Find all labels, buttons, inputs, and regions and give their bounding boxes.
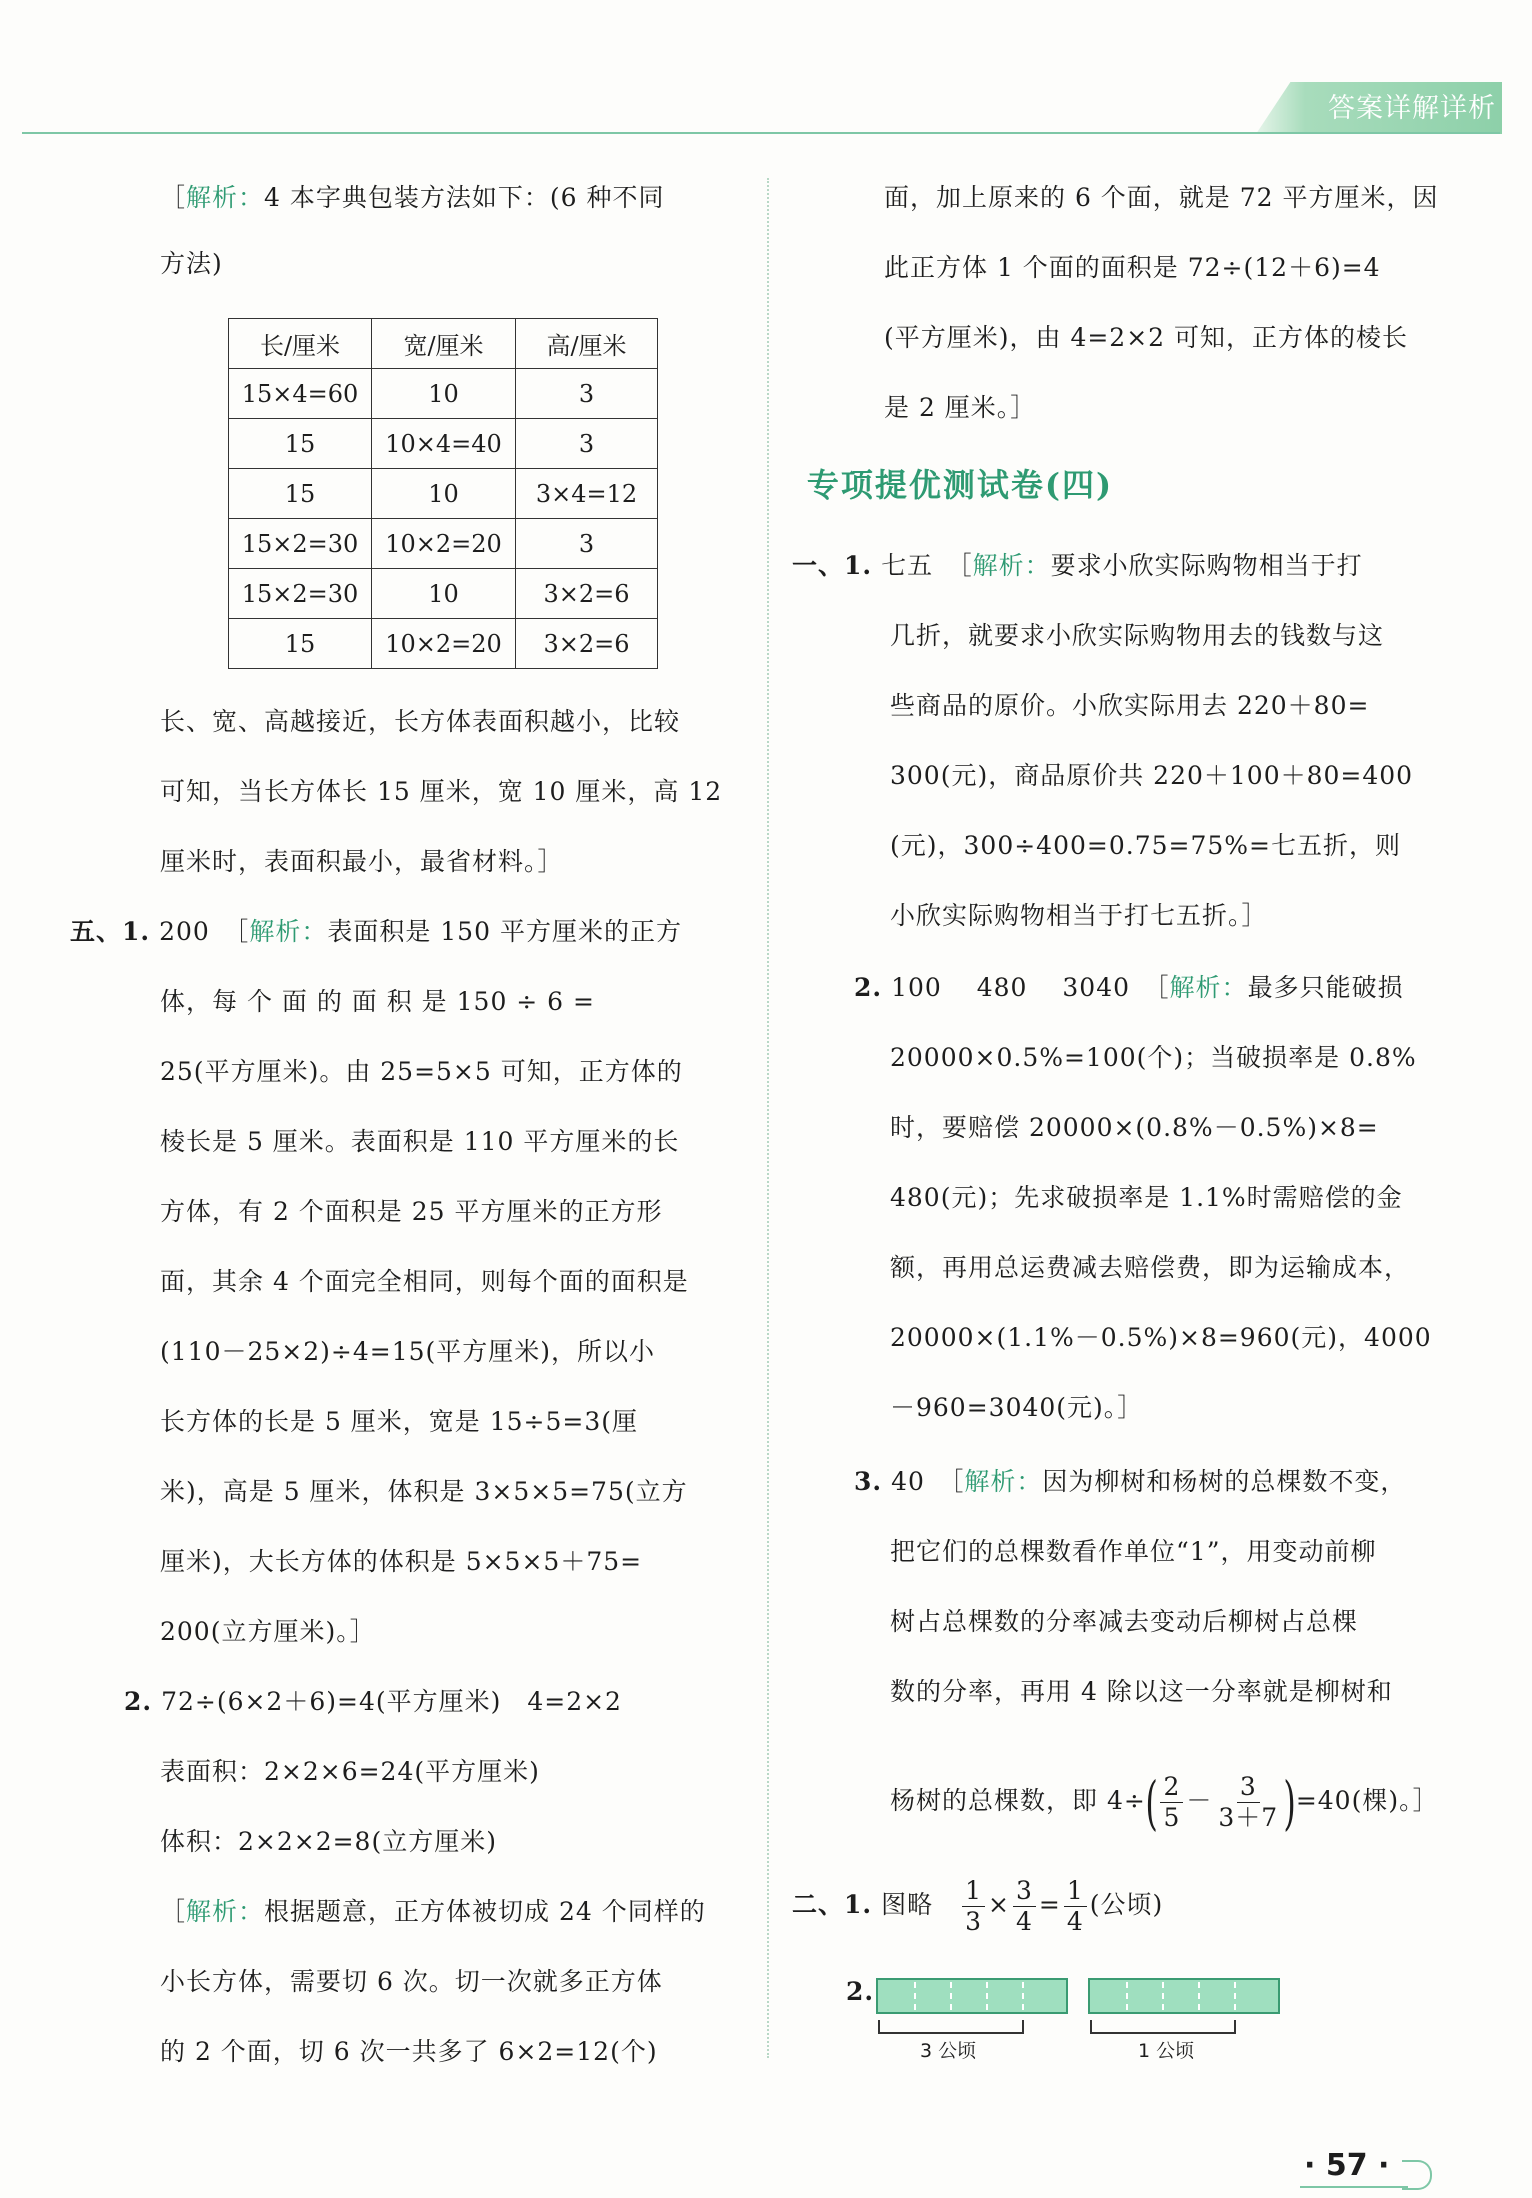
table-cell: 10 bbox=[372, 569, 516, 619]
left-line-3: 长、宽、高越接近，长方体表面积越小，比较 bbox=[160, 707, 681, 736]
q1-line-6: 小欣实际购物相当于打七五折。］ bbox=[890, 901, 1268, 930]
answer: 100 480 3040 bbox=[891, 973, 1131, 1002]
hint-label: 解析： bbox=[186, 1897, 265, 1926]
right-line-1: 面，加上原来的 6 个面，就是 72 平方厘米，因 bbox=[884, 183, 1439, 212]
unit: (公顷) bbox=[1089, 1890, 1164, 1919]
table-cell: 10 bbox=[372, 369, 516, 419]
diagram-label-right: 1 公顷 bbox=[1138, 2040, 1195, 2062]
question-number: 2. bbox=[124, 1687, 153, 1716]
bracket: ［ bbox=[950, 1467, 965, 1496]
table-cell: 3×2=6 bbox=[516, 569, 658, 619]
bar-segment bbox=[950, 1982, 952, 2010]
table-header-row bbox=[229, 319, 658, 369]
text: 4 本字典包装方法如下：(6 种不同 bbox=[264, 183, 665, 212]
bar-segment bbox=[1162, 1982, 1164, 2010]
q2-line-2: 20000×0.5%=100(个)；当破损率是 0.8% bbox=[890, 1043, 1417, 1072]
table-cell: 3 bbox=[516, 419, 658, 469]
header-rule bbox=[22, 132, 1500, 134]
table-cell: 15×4=60 bbox=[229, 369, 372, 419]
hint-label: 解析： bbox=[972, 551, 1051, 580]
table-row bbox=[229, 419, 658, 469]
q3-line-4: 数的分率，再用 4 除以这一分率就是柳树和 bbox=[890, 1677, 1393, 1706]
text: 要求小欣实际购物相当于打 bbox=[1050, 551, 1363, 580]
dimension-table bbox=[228, 318, 658, 669]
bar-segment bbox=[1126, 1982, 1128, 2010]
diagram-brace-right bbox=[1090, 2020, 1236, 2034]
denominator: 4 bbox=[1015, 1907, 1033, 1936]
q5-2-line-2: 表面积：2×2×6=24(平方厘米) bbox=[160, 1757, 540, 1786]
question-number: 3. bbox=[854, 1467, 883, 1496]
diagram-bar-right bbox=[1088, 1978, 1280, 2014]
q5-line-3: 25(平方厘米)。由 25=5×5 可知，正方体的 bbox=[160, 1057, 683, 1086]
table-header-cell: 高/厘米 bbox=[516, 319, 658, 369]
fraction bbox=[962, 1876, 985, 1937]
q5-2-line-1 bbox=[124, 1682, 622, 1722]
text: 杨树的总棵数，即 4÷ bbox=[890, 1786, 1146, 1815]
bracket: ［ bbox=[235, 917, 250, 946]
table-cell: 10×4=40 bbox=[372, 419, 516, 469]
q5-line-4: 棱长是 5 厘米。表面积是 110 平方厘米的长 bbox=[160, 1127, 680, 1156]
page-number-ornament bbox=[1402, 2160, 1432, 2190]
numerator: 3 bbox=[1013, 1876, 1036, 1907]
answer: 七五 bbox=[881, 551, 934, 580]
q1-line-5: (元)，300÷400=0.75=75%=七五折，则 bbox=[890, 831, 1401, 860]
q2-line-3: 时，要赔偿 20000×(0.8%－0.5%)×8= bbox=[890, 1113, 1379, 1142]
q22-label: 2. bbox=[846, 1977, 875, 2006]
answer: 图略 bbox=[881, 1890, 934, 1919]
hint-label: 解析： bbox=[964, 1467, 1043, 1496]
q2-line-4: 480(元)；先求破损率是 1.1%时需赔偿的金 bbox=[890, 1183, 1403, 1212]
text: 因为柳树和杨树的总棵数不变， bbox=[1042, 1467, 1407, 1496]
q5-line-10: 厘米)，大长方体的体积是 5×5×5＋75= bbox=[160, 1547, 643, 1576]
numerator: 2 bbox=[1160, 1772, 1183, 1803]
q2-line-1 bbox=[854, 968, 1404, 1008]
q5-line-6: 面，其余 4 个面完全相同，则每个面的面积是 bbox=[160, 1267, 689, 1296]
table-row bbox=[229, 519, 658, 569]
q1-line-2: 几折，就要求小欣实际购物用去的钱数与这 bbox=[890, 621, 1385, 650]
q1-line-3: 些商品的原价。小欣实际用去 220＋80= bbox=[890, 691, 1370, 720]
table-cell: 15 bbox=[229, 469, 372, 519]
operator: － bbox=[1186, 1786, 1213, 1815]
numerator: 1 bbox=[1064, 1876, 1087, 1907]
left-line-1 bbox=[160, 178, 665, 218]
q3-line-2: 把它们的总棵数看作单位“1”，用变动前柳 bbox=[890, 1537, 1377, 1566]
table-header-cell: 宽/厘米 bbox=[372, 319, 516, 369]
denominator: 3＋7 bbox=[1218, 1803, 1279, 1832]
text: 72÷(6×2＋6)=4(平方厘米) 4=2×2 bbox=[161, 1687, 622, 1716]
table-cell: 10×2=20 bbox=[372, 619, 516, 669]
hint-label: 解析： bbox=[249, 917, 328, 946]
left-line-2: 方法) bbox=[160, 249, 223, 278]
question-number: 二、1. bbox=[792, 1890, 873, 1919]
question-number: 2. bbox=[854, 973, 883, 1002]
diagram-label-left: 3 公顷 bbox=[920, 2040, 977, 2062]
q5-line-5: 方体，有 2 个面积是 25 平方厘米的正方形 bbox=[160, 1197, 663, 1226]
diagram-bar-left bbox=[876, 1978, 1068, 2014]
numerator: 1 bbox=[962, 1876, 985, 1907]
q3-line-3: 树占总棵数的分率减去变动后柳树占总棵 bbox=[890, 1607, 1359, 1636]
numerator: 3 bbox=[1237, 1772, 1260, 1803]
table-cell: 3 bbox=[516, 519, 658, 569]
table-cell: 10×2=20 bbox=[372, 519, 516, 569]
table-cell: 3×4=12 bbox=[516, 469, 658, 519]
table-row bbox=[229, 469, 658, 519]
answer: 200 bbox=[159, 917, 210, 946]
fraction bbox=[1160, 1772, 1183, 1833]
right-paren: ) bbox=[1283, 1768, 1297, 1837]
q5-line-11: 200(立方厘米)。］ bbox=[160, 1617, 376, 1646]
text: =40(棵)。］ bbox=[1295, 1786, 1439, 1815]
bracket: ［ bbox=[1156, 973, 1170, 1002]
question-number: 五、1. bbox=[70, 917, 151, 946]
q5-2-line-4 bbox=[160, 1892, 706, 1932]
q5-line-9: 米)，高是 5 厘米，体积是 3×5×5=75(立方 bbox=[160, 1477, 688, 1506]
q1-line-1 bbox=[792, 546, 1363, 586]
fraction bbox=[1013, 1876, 1036, 1937]
hint-label: 解析： bbox=[1169, 973, 1248, 1002]
right-line-2: 此正方体 1 个面的面积是 72÷(12＋6)=4 bbox=[884, 253, 1381, 282]
table-cell: 15 bbox=[229, 619, 372, 669]
table-cell: 15 bbox=[229, 419, 372, 469]
q2-line-5: 额，再用总运费减去赔偿费，即为运输成本， bbox=[890, 1253, 1411, 1282]
q5-2-line-3: 体积：2×2×2=8(立方厘米) bbox=[160, 1827, 497, 1856]
denominator: 4 bbox=[1066, 1907, 1084, 1936]
fraction bbox=[1215, 1772, 1281, 1833]
section-title: 专项提优测试卷(四) bbox=[806, 466, 1114, 504]
denominator: 3 bbox=[965, 1907, 982, 1936]
table-row bbox=[229, 569, 658, 619]
q5-line-1 bbox=[70, 912, 682, 952]
question-number: 一、1. bbox=[792, 551, 873, 580]
answer: 40 bbox=[891, 1467, 925, 1496]
text: 表面积是 150 平方厘米的正方 bbox=[327, 917, 682, 946]
bracket: ［ bbox=[959, 551, 973, 580]
header-title: 答案详解详析 bbox=[1328, 93, 1496, 124]
hint-label: 解析： bbox=[186, 183, 265, 212]
q2-line-7: －960=3040(元)。］ bbox=[890, 1393, 1144, 1422]
table-row bbox=[229, 619, 658, 669]
page-number-rule bbox=[1300, 2186, 1408, 2188]
table-cell: 10 bbox=[372, 469, 516, 519]
text: 最多只能破损 bbox=[1247, 973, 1404, 1002]
right-line-3: (平方厘米)，由 4=2×2 可知，正方体的棱长 bbox=[884, 323, 1409, 352]
diagram-brace-left bbox=[878, 2020, 1024, 2034]
bracket: ［ bbox=[160, 1897, 187, 1926]
bar-segment bbox=[1234, 1982, 1236, 2010]
q21-line bbox=[792, 1870, 1163, 1940]
q5-2-line-5: 小长方体，需要切 6 次。切一次就多正方体 bbox=[160, 1967, 663, 1996]
fraction bbox=[1064, 1876, 1087, 1937]
bar-segment bbox=[1198, 1982, 1200, 2010]
bar-segment bbox=[986, 1982, 988, 2010]
area-diagram bbox=[876, 1970, 1284, 2062]
q3-line-5 bbox=[890, 1766, 1439, 1836]
page-number: · 57 · bbox=[1304, 2148, 1390, 2183]
bar-segment bbox=[914, 1982, 916, 2010]
right-line-4: 是 2 厘米。］ bbox=[884, 393, 1037, 422]
table-cell: 3×2=6 bbox=[516, 619, 658, 669]
q5-2-line-6: 的 2 个面，切 6 次一共多了 6×2=12(个) bbox=[160, 2037, 658, 2066]
table-cell: 3 bbox=[516, 369, 658, 419]
left-line-5: 厘米时，表面积最小，最省材料。］ bbox=[160, 847, 564, 876]
q1-line-4: 300(元)，商品原价共 220＋100＋80=400 bbox=[890, 761, 1414, 790]
q3-line-1 bbox=[854, 1462, 1406, 1502]
operator: × bbox=[988, 1890, 1010, 1919]
left-line-4: 可知，当长方体长 15 厘米，宽 10 厘米，高 12 bbox=[160, 777, 723, 806]
table-row bbox=[229, 369, 658, 419]
column-divider bbox=[767, 178, 769, 2058]
text: 根据题意，正方体被切成 24 个同样的 bbox=[264, 1897, 706, 1926]
q2-line-6: 20000×(1.1%－0.5%)×8=960(元)，4000 bbox=[890, 1323, 1432, 1352]
denominator: 5 bbox=[1163, 1803, 1181, 1832]
table-header-cell: 长/厘米 bbox=[229, 319, 372, 369]
q5-line-7: (110－25×2)÷4=15(平方厘米)，所以小 bbox=[160, 1337, 656, 1366]
q5-line-8: 长方体的长是 5 厘米，宽是 15÷5=3(厘 bbox=[160, 1407, 639, 1436]
q5-line-2: 体，每 个 面 的 面 积 是 150 ÷ 6 = bbox=[160, 987, 595, 1016]
operator: = bbox=[1038, 1890, 1061, 1919]
left-paren: ( bbox=[1145, 1768, 1159, 1837]
bracket: ［ bbox=[160, 183, 187, 212]
table-cell: 15×2=30 bbox=[229, 519, 372, 569]
bar-segment bbox=[1022, 1982, 1024, 2010]
table-cell: 15×2=30 bbox=[229, 569, 372, 619]
